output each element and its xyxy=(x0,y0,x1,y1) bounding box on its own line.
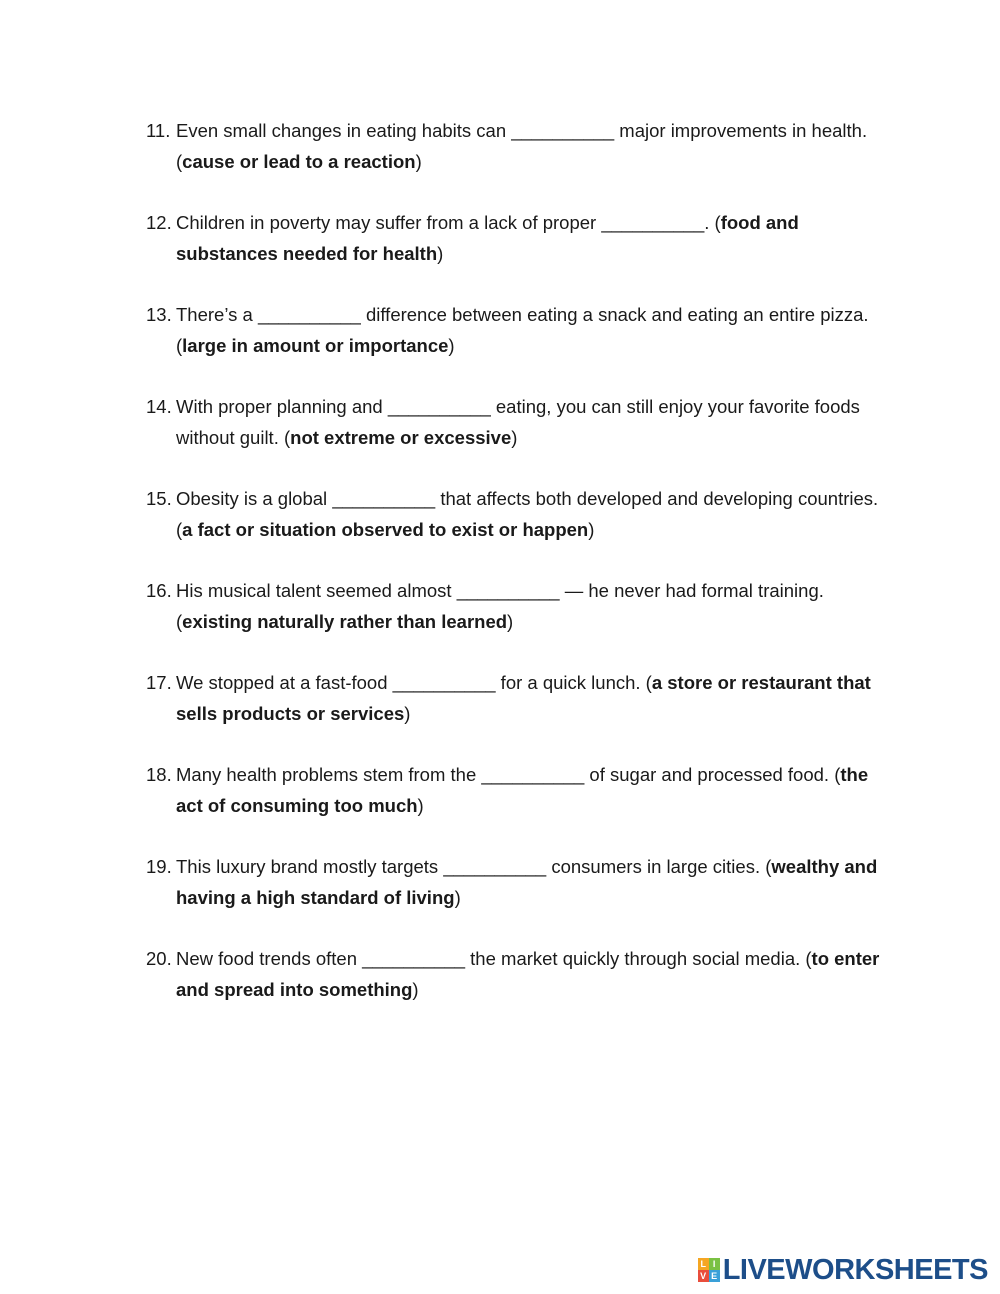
question-14 xyxy=(146,391,886,453)
question-text-after: that affects both developed and developing countries. ( xyxy=(176,488,879,540)
definition-hint: a fact or situation observed to exist or happen xyxy=(182,519,589,540)
question-text-before: New food trends often xyxy=(176,948,363,969)
hint-close: ) xyxy=(454,887,461,908)
definition-hint: existing naturally rather than learned xyxy=(182,611,508,632)
question-number: 11. xyxy=(146,120,171,141)
question-text xyxy=(176,115,886,177)
question-text xyxy=(176,851,886,913)
hint-close: ) xyxy=(448,335,455,356)
answer-blank[interactable]: __________ xyxy=(443,856,547,877)
answer-blank[interactable]: __________ xyxy=(387,396,491,417)
hint-close: ) xyxy=(437,243,444,264)
question-text-after: — he never had formal training. ( xyxy=(176,580,824,632)
answer-blank[interactable]: __________ xyxy=(332,488,436,509)
question-text xyxy=(176,575,886,637)
hint-close: ) xyxy=(404,703,411,724)
definition-hint: large in amount or importance xyxy=(182,335,449,356)
liveworksheets-logo-icon xyxy=(698,1258,720,1282)
logo-mark-e: E xyxy=(709,1270,720,1282)
question-text xyxy=(176,667,886,729)
hint-close: ) xyxy=(511,427,518,448)
liveworksheets-logo xyxy=(698,1254,988,1286)
question-text-before: Even small changes in eating habits can xyxy=(176,120,512,141)
question-text xyxy=(176,943,886,1005)
question-number: 18. xyxy=(146,764,172,785)
question-text-after: consumers in large cities. ( xyxy=(546,856,772,877)
hint-close: ) xyxy=(507,611,514,632)
question-number: 12. xyxy=(146,212,172,233)
definition-hint: wealthy and having a high standard of living xyxy=(176,856,878,908)
definition-hint: not extreme or excessive xyxy=(290,427,512,448)
definition-hint: a store or restaurant that sells products or services xyxy=(176,672,871,724)
question-number: 16. xyxy=(146,580,172,601)
question-number: 19. xyxy=(146,856,172,877)
worksheet xyxy=(146,115,886,1035)
question-text-before: Children in poverty may suffer from a lack of proper xyxy=(176,212,602,233)
question-15 xyxy=(146,483,886,545)
question-number: 20. xyxy=(146,948,172,969)
question-text xyxy=(176,391,886,453)
answer-blank[interactable]: __________ xyxy=(601,212,705,233)
question-13 xyxy=(146,299,886,361)
definition-hint: to enter and spread into something xyxy=(176,948,880,1000)
question-text-before: There’s a xyxy=(176,304,258,325)
definition-hint: the act of consuming too much xyxy=(176,764,869,816)
question-18 xyxy=(146,759,886,821)
question-number: 15. xyxy=(146,488,172,509)
logo-mark-l: L xyxy=(698,1258,709,1270)
hint-close: ) xyxy=(415,151,422,172)
answer-blank[interactable]: __________ xyxy=(362,948,466,969)
logo-mark-i: I xyxy=(709,1258,720,1270)
question-number: 13. xyxy=(146,304,172,325)
question-text-after: eating, you can still enjoy your favorite foods without guilt. ( xyxy=(176,396,860,448)
question-text-after: major improvements in health. ( xyxy=(176,120,868,172)
hint-close: ) xyxy=(588,519,595,540)
question-text-before: His musical talent seemed almost xyxy=(176,580,457,601)
question-text-before: We stopped at a fast-food xyxy=(176,672,393,693)
question-text-before: With proper planning and xyxy=(176,396,388,417)
question-16 xyxy=(146,575,886,637)
question-text-after: difference between eating a snack and eating an entire pizza. ( xyxy=(176,304,869,356)
question-11 xyxy=(146,115,886,177)
logo-text: LIVEWORKSHEETS xyxy=(722,1254,988,1286)
question-text-before: Many health problems stem from the xyxy=(176,764,482,785)
logo-mark-v: V xyxy=(698,1270,709,1282)
question-19 xyxy=(146,851,886,913)
question-text-before: This luxury brand mostly targets xyxy=(176,856,444,877)
question-text xyxy=(176,483,886,545)
question-20 xyxy=(146,943,886,1005)
question-text xyxy=(176,299,886,361)
answer-blank[interactable]: __________ xyxy=(456,580,560,601)
question-17 xyxy=(146,667,886,729)
answer-blank[interactable]: __________ xyxy=(392,672,496,693)
question-text-after: . ( xyxy=(704,212,721,233)
question-number: 14. xyxy=(146,396,172,417)
answer-blank[interactable]: __________ xyxy=(257,304,361,325)
definition-hint: cause or lead to a reaction xyxy=(182,151,416,172)
question-text-after: of sugar and processed food. ( xyxy=(584,764,841,785)
answer-blank[interactable]: __________ xyxy=(481,764,585,785)
question-number: 17. xyxy=(146,672,172,693)
hint-close: ) xyxy=(412,979,419,1000)
hint-close: ) xyxy=(417,795,424,816)
question-text xyxy=(176,759,886,821)
question-text-before: Obesity is a global xyxy=(176,488,333,509)
question-text xyxy=(176,207,886,269)
definition-hint: food and substances needed for health xyxy=(176,212,799,264)
question-text-after: for a quick lunch. ( xyxy=(495,672,652,693)
question-text-after: the market quickly through social media. ( xyxy=(465,948,812,969)
answer-blank[interactable]: __________ xyxy=(511,120,615,141)
question-12 xyxy=(146,207,886,269)
